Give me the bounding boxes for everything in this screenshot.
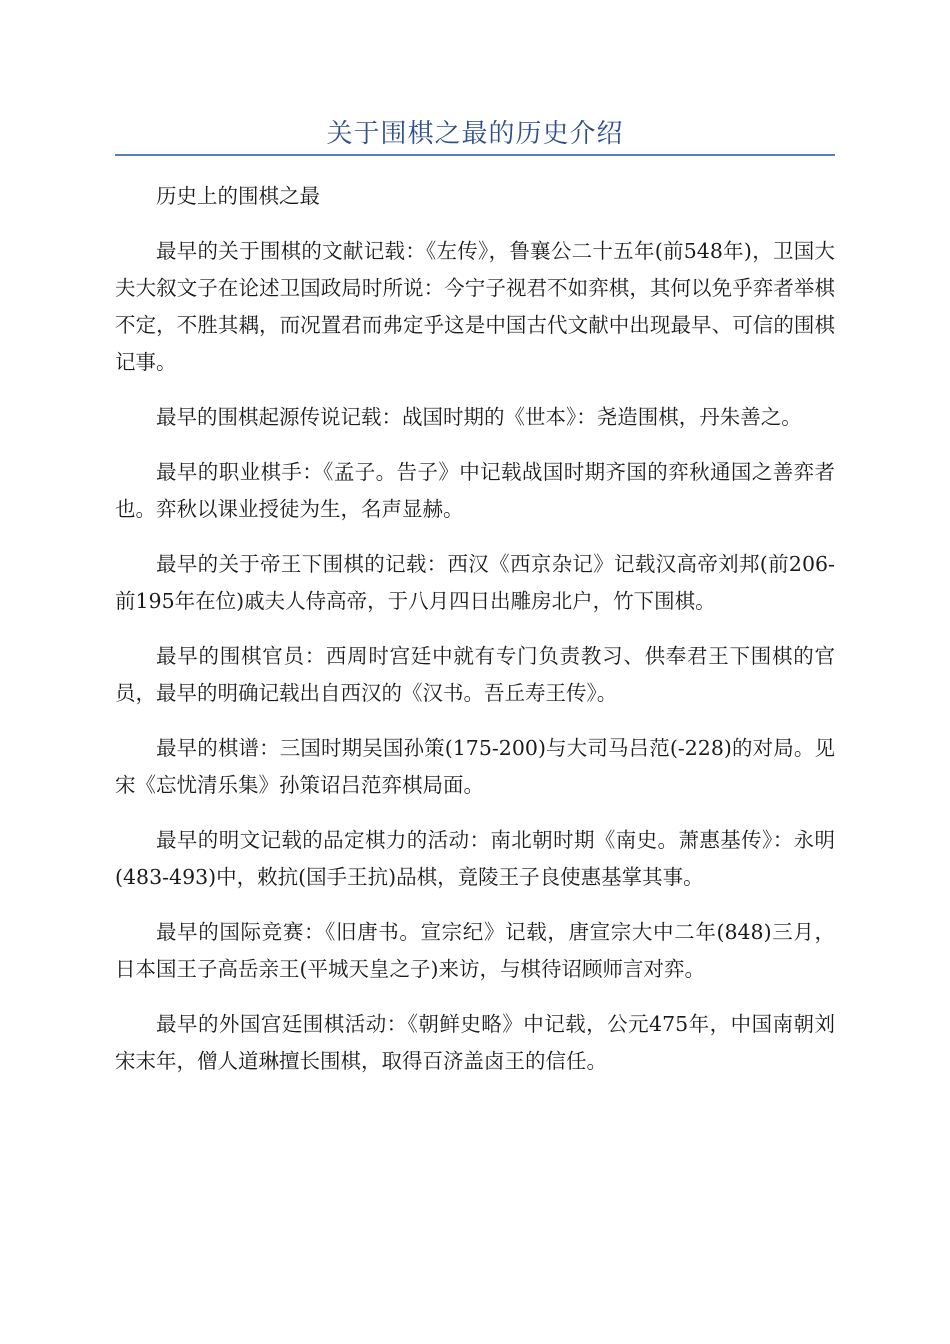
paragraph-3: 最早的职业棋手：《孟子。告子》中记载战国时期齐国的弈秋通国之善弈者也。弈秋以课业授徒为生，名声显赫。 (115, 460, 835, 521)
paragraph-2: 最早的围棋起源传说记载：战国时期的《世本》：尧造围棋，丹朱善之。 (156, 405, 802, 429)
paragraph-4: 最早的关于帝王下围棋的记载：西汉《西京杂记》记载汉高帝刘邦(前206-前195年在位)戚夫人侍高帝，于八月四日出雕房北户，竹下围棋。 (115, 552, 835, 613)
paragraph-1: 最早的关于围棋的文献记载：《左传》，鲁襄公二十五年(前548年)，卫国大夫大叙文子在论述卫国政局时所说：今宁子视君不如弈棋，其何以免乎弈者举棋不定，不胜其耦，而况置君而弗定乎这是中国古代文献中出现最早、可信的围棋记事。 (115, 239, 835, 374)
document-body (115, 178, 835, 1080)
paragraph-9: 最早的外国宫廷围棋活动：《朝鲜史略》中记载，公元475年，中国南朝刘宋末年，僧人道琳擅长围棋，取得百济盖卤王的信任。 (115, 1012, 835, 1073)
paragraph-7: 最早的明文记载的品定棋力的活动：南北朝时期《南史。萧惠基传》：永明(483-493)中，敕抗(国手王抗)品棋，竟陵王子良使惠基掌其事。 (115, 828, 835, 889)
section-heading: 历史上的围棋之最 (156, 184, 320, 208)
paragraph-8: 最早的国际竞赛：《旧唐书。宣宗纪》记载，唐宣宗大中二年(848)三月，日本国王子高岳亲王(平城天皇之子)来访，与棋待诏顾师言对弈。 (115, 920, 835, 981)
title-underline (115, 154, 835, 156)
paragraph-6: 最早的棋谱：三国时期吴国孙策(175-200)与大司马吕范(-228)的对局。见宋《忘忧清乐集》孙策诏吕范弈棋局面。 (115, 736, 835, 797)
document-page (115, 0, 835, 1098)
paragraph-5: 最早的围棋官员：西周时宫廷中就有专门负责教习、供奉君王下围棋的官员，最早的明确记载出自西汉的《汉书。吾丘寿王传》。 (115, 644, 835, 705)
document-title: 关于围棋之最的历史介绍 (326, 119, 624, 149)
